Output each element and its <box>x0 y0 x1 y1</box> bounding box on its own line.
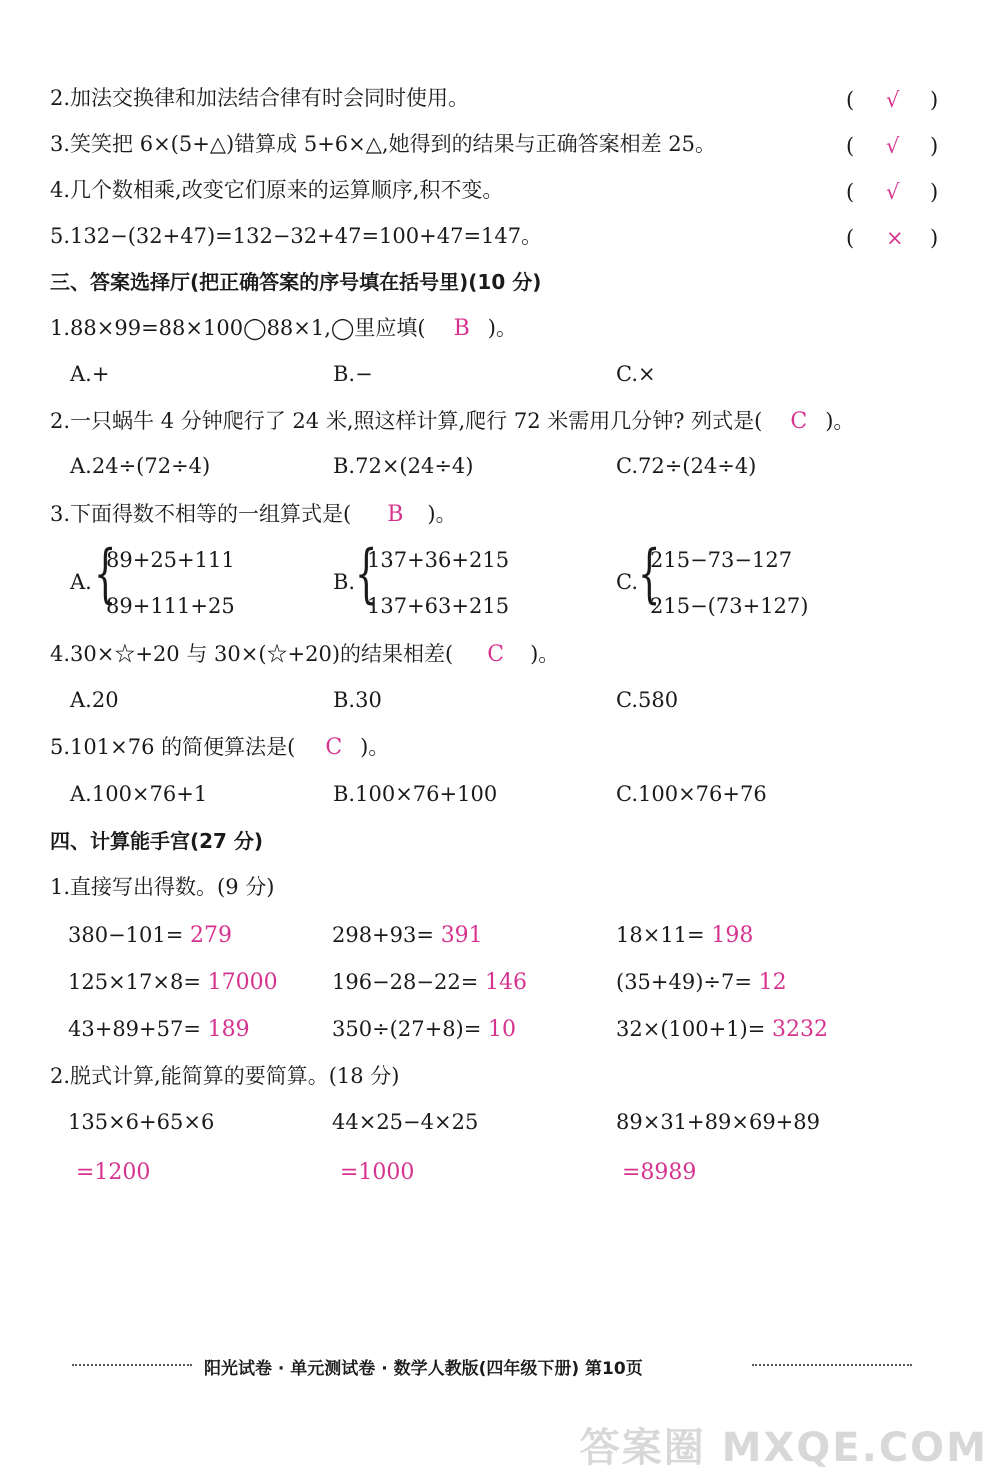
q3-option-b-bottom: 137+63+215 <box>367 594 510 618</box>
judge-open-paren: ( <box>846 134 855 158</box>
watermark-text: 答案圈 MXQE.COM <box>579 1425 988 1471</box>
subsection-2-title: 2.脱式计算,能简算的要简算。(18 分) <box>50 1064 400 1088</box>
calc-question: 196−28−22= <box>332 970 479 994</box>
check-mark-icon: √ <box>886 88 900 112</box>
question-2-answer: C <box>790 409 808 434</box>
check-mark-icon: √ <box>886 180 900 204</box>
question-5-tail: )。 <box>360 735 390 759</box>
judge-item-2: 2.加法交换律和加法结合律有时会同时使用。 <box>50 86 470 110</box>
calc-question: 298+93= <box>332 923 434 947</box>
q3-option-b-top: 137+36+215 <box>367 548 510 572</box>
question-3-tail: )。 <box>427 502 457 526</box>
question-1-answer: B <box>453 316 470 341</box>
calc-answer: 391 <box>440 923 483 948</box>
calc-item <box>332 1019 516 1041</box>
judge-item-4: 4.几个数相乘,改变它们原来的运算顺序,积不变。 <box>50 178 504 202</box>
calc-question: 125×17×8= <box>68 970 201 994</box>
calc-question: 43+89+57= <box>68 1017 201 1041</box>
q3-option-c-label: C. <box>616 570 638 594</box>
q3-option-c-top: 215−73−127 <box>650 548 793 572</box>
calc-question: 380−101= <box>68 923 184 947</box>
q1-option-b: B.− <box>333 362 373 386</box>
question-4-tail: )。 <box>530 642 560 666</box>
footer-text: 阳光试卷 · 单元测试卷 · 数学人教版(四年级下册) 第10页 <box>204 1359 643 1379</box>
step-calc-answer: =1200 <box>76 1160 151 1185</box>
calc-item <box>616 1019 828 1041</box>
calc-item <box>68 925 232 947</box>
q4-option-a: A.20 <box>70 688 119 712</box>
q5-option-a: A.100×76+1 <box>70 782 208 806</box>
question-3-stem: 3.下面得数不相等的一组算式是( <box>50 502 352 526</box>
q2-option-c: C.72÷(24÷4) <box>616 454 757 478</box>
q5-option-b: B.100×76+100 <box>333 782 498 806</box>
q3-option-a-label: A. <box>70 570 92 594</box>
calc-item <box>616 925 753 947</box>
cross-mark-icon: × <box>886 226 904 250</box>
calc-answer: 146 <box>485 970 528 995</box>
step-calc-answer: =8989 <box>622 1160 697 1185</box>
calc-answer: 3232 <box>772 1017 829 1042</box>
question-5-stem: 5.101×76 的简便算法是( <box>50 735 296 759</box>
calc-answer: 12 <box>758 970 787 995</box>
q4-option-b: B.30 <box>333 688 382 712</box>
q1-option-a: A.+ <box>70 362 110 386</box>
brace-icon: { <box>94 537 117 611</box>
q2-option-a: A.24÷(72÷4) <box>70 454 211 478</box>
calc-question: 32×(100+1)= <box>616 1017 766 1041</box>
calc-question: (35+49)÷7= <box>616 970 752 994</box>
q1-option-c: C.× <box>616 362 656 386</box>
step-calc-answer: =1000 <box>340 1160 415 1185</box>
brace-icon: { <box>638 537 661 611</box>
calc-question: 350÷(27+8)= <box>332 1017 482 1041</box>
step-calc-question: 89×31+89×69+89 <box>616 1110 820 1134</box>
question-3-answer: B <box>387 502 404 527</box>
calc-question: 18×11= <box>616 923 705 947</box>
judge-close-paren: ) <box>930 226 939 250</box>
question-1-stem: 1.88×99=88×100◯88×1,◯里应填( <box>50 316 426 340</box>
question-1 <box>50 318 517 340</box>
subsection-1-title: 1.直接写出得数。(9 分) <box>50 875 275 899</box>
judge-open-paren: ( <box>846 180 855 204</box>
calc-answer: 189 <box>207 1017 250 1042</box>
judge-item-5: 5.132−(32+47)=132−32+47=100+47=147。 <box>50 224 543 248</box>
question-3 <box>50 504 457 526</box>
judge-open-paren: ( <box>846 88 855 112</box>
question-5 <box>50 737 389 759</box>
step-calc-question: 135×6+65×6 <box>68 1110 215 1134</box>
question-4-answer: C <box>487 642 505 667</box>
question-4 <box>50 644 559 666</box>
judge-open-paren: ( <box>846 226 855 250</box>
calc-answer: 279 <box>190 923 233 948</box>
calc-item <box>332 972 527 994</box>
judge-close-paren: ) <box>930 180 939 204</box>
question-5-answer: C <box>325 735 343 760</box>
calc-item <box>332 925 483 947</box>
q2-option-b: B.72×(24÷4) <box>333 454 474 478</box>
question-4-stem: 4.30×☆+20 与 30×(☆+20)的结果相差( <box>50 642 454 666</box>
judge-close-paren: ) <box>930 134 939 158</box>
question-2 <box>50 411 854 433</box>
footer-divider-right <box>752 1364 912 1366</box>
question-2-tail: )。 <box>825 409 855 433</box>
judge-item-3: 3.笑笑把 6×(5+△)错算成 5+6×△,她得到的结果与正确答案相差 25。 <box>50 132 716 156</box>
check-mark-icon: √ <box>886 134 900 158</box>
q3-option-a-bottom: 89+111+25 <box>106 594 235 618</box>
question-2-stem: 2.一只蜗牛 4 分钟爬行了 24 米,照这样计算,爬行 72 米需用几分钟? 列式是( <box>50 409 763 433</box>
q3-option-c-bottom: 215−(73+127) <box>650 594 809 618</box>
q4-option-c: C.580 <box>616 688 679 712</box>
footer-divider-left <box>72 1364 192 1366</box>
calc-answer: 17000 <box>207 970 278 995</box>
calc-item <box>616 972 787 994</box>
calc-answer: 10 <box>488 1017 517 1042</box>
judge-close-paren: ) <box>930 88 939 112</box>
brace-icon: { <box>355 537 378 611</box>
section3-title: 三、答案选择厅(把正确答案的序号填在括号里)(10 分) <box>50 270 542 294</box>
question-1-tail: )。 <box>487 316 517 340</box>
section4-title: 四、计算能手宫(27 分) <box>50 829 264 853</box>
q5-option-c: C.100×76+76 <box>616 782 767 806</box>
calc-item <box>68 1019 250 1041</box>
step-calc-question: 44×25−4×25 <box>332 1110 479 1134</box>
q3-option-b-label: B. <box>333 570 356 594</box>
watermark-logo <box>579 1425 988 1471</box>
calc-answer: 198 <box>711 923 754 948</box>
calc-item <box>68 972 278 994</box>
q3-option-a-top: 89+25+111 <box>106 548 235 572</box>
